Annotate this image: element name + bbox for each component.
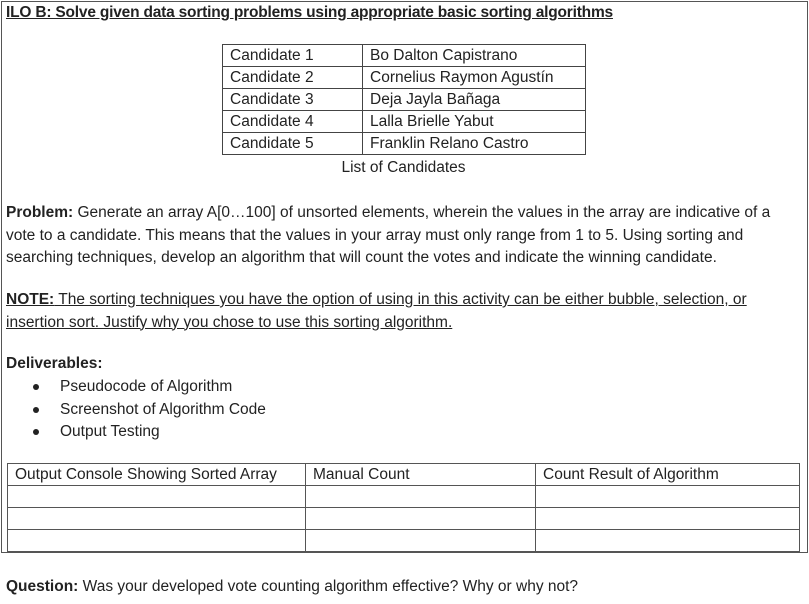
list-item-label: Screenshot of Algorithm Code <box>60 400 266 418</box>
candidate-name: Cornelius Raymon Agustín <box>363 67 586 89</box>
note-text: The sorting techniques you have the option of using in this activity can be either bubble, selection, or insertion sort. Justify why you chose to use this sorting algorithm. <box>6 291 747 331</box>
table-row <box>223 67 586 89</box>
note-paragraph <box>6 289 801 334</box>
column-header: Output Console Showing Sorted Array <box>8 464 306 486</box>
table-row <box>8 508 800 530</box>
table-cell[interactable] <box>8 486 306 508</box>
list-item-label: Pseudocode of Algorithm <box>60 378 233 395</box>
list-item-label: Output Testing <box>60 423 160 440</box>
table-row <box>8 486 800 508</box>
ilo-title: ILO B: Solve given data sorting problems using appropriate basic sorting algorithms <box>6 4 613 21</box>
table-row <box>223 45 586 67</box>
candidate-name: Deja Jayla Bañaga <box>363 89 586 111</box>
list-item <box>30 399 266 422</box>
output-table <box>7 463 800 552</box>
table-cell[interactable] <box>536 486 800 508</box>
candidate-label: Candidate 4 <box>223 111 363 133</box>
table-cell[interactable] <box>536 508 800 530</box>
candidate-label: Candidate 2 <box>223 67 363 89</box>
deliverables-title: Deliverables: <box>6 355 103 372</box>
note-label: NOTE: <box>6 291 55 308</box>
table-header-row <box>8 464 800 486</box>
candidates-caption: List of Candidates <box>341 159 466 176</box>
column-header: Manual Count <box>306 464 536 486</box>
candidate-name: Bo Dalton Capistrano <box>363 45 586 67</box>
table-cell[interactable] <box>8 508 306 530</box>
list-item <box>30 421 266 444</box>
question-text: Was your developed vote counting algorithm effective? Why or why not? <box>78 578 579 595</box>
question-label: Question: <box>6 578 79 595</box>
candidate-label: Candidate 1 <box>223 45 363 67</box>
candidate-label: Candidate 3 <box>223 89 363 111</box>
question-paragraph <box>6 578 578 596</box>
bullet-icon <box>33 384 39 390</box>
column-header: Count Result of Algorithm <box>536 464 800 486</box>
table-row <box>223 111 586 133</box>
table-row <box>223 89 586 111</box>
problem-label: Problem: <box>6 204 74 221</box>
deliverables-list <box>30 376 266 444</box>
bullet-icon <box>33 429 39 435</box>
table-cell[interactable] <box>306 530 536 552</box>
candidate-label: Candidate 5 <box>223 133 363 155</box>
table-row <box>8 530 800 552</box>
table-cell[interactable] <box>536 530 800 552</box>
candidates-table <box>222 44 586 155</box>
table-cell[interactable] <box>8 530 306 552</box>
candidate-name: Franklin Relano Castro <box>363 133 586 155</box>
candidate-name: Lalla Brielle Yabut <box>363 111 586 133</box>
table-row <box>223 133 586 155</box>
table-cell[interactable] <box>306 508 536 530</box>
problem-paragraph <box>6 202 801 270</box>
problem-text: Generate an array A[0…100] of unsorted elements, wherein the values in the array are indicative of a vote to a candidate. This means that the values in your array must only range from 1 to 5. Using sorting and searching techniques, develop an algorithm that will count the votes and indicate the winning candidate. <box>6 204 771 266</box>
frame-divider <box>1 552 808 553</box>
list-item <box>30 376 266 399</box>
table-cell[interactable] <box>306 486 536 508</box>
bullet-icon <box>33 407 39 413</box>
